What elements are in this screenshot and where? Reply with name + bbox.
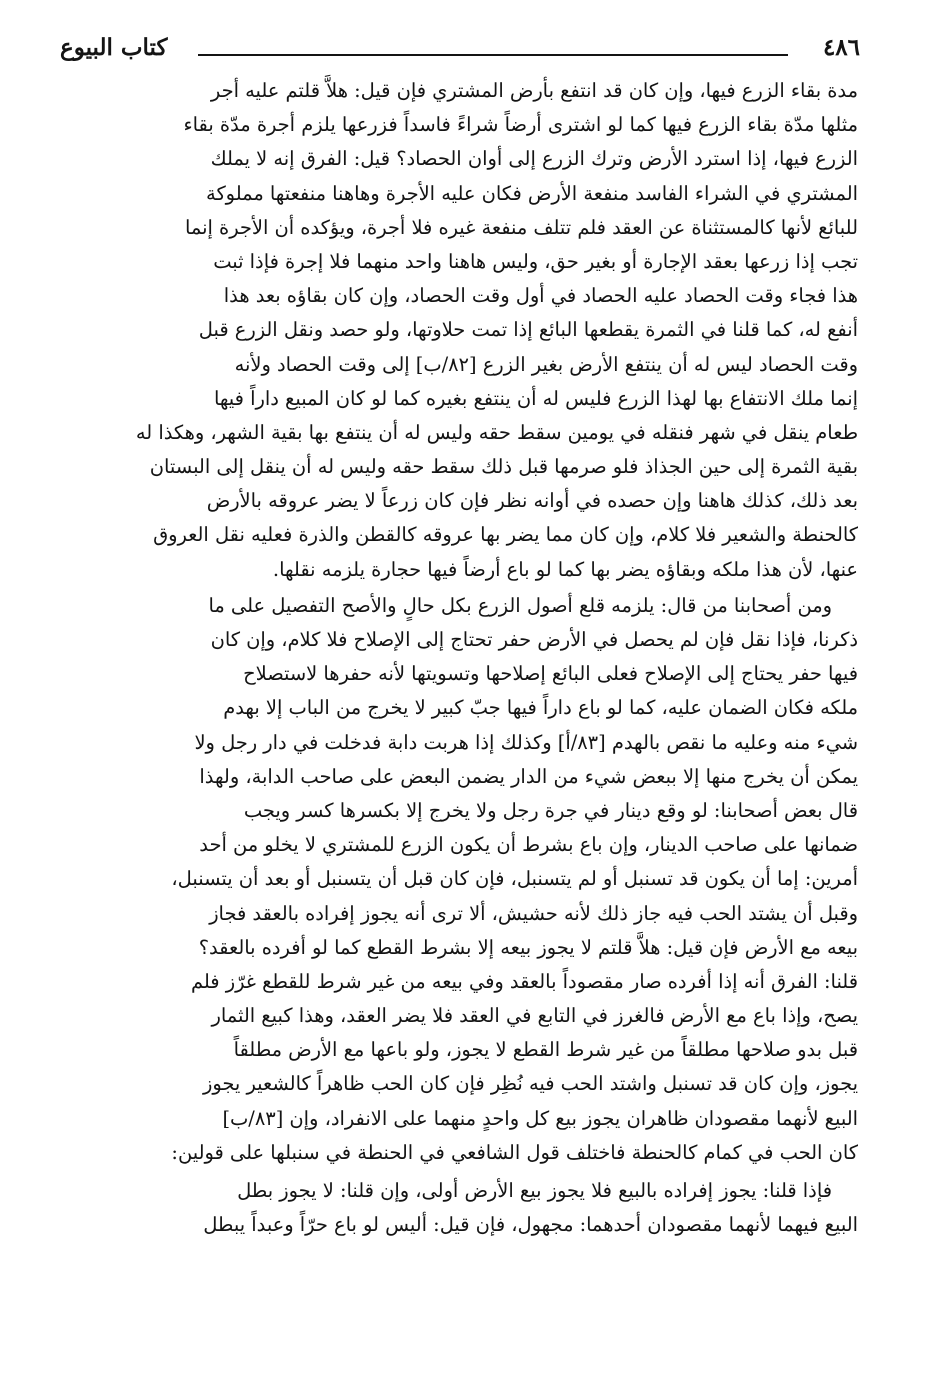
text-line: وقت الحصاد ليس له أن ينتفع الأرض بغير الزرع [٨٢/ب] إلى وقت الحصاد ولأنه [234,352,858,376]
page-number: ٤٨٦ [822,34,860,61]
chapter-title: كتاب البيوع [60,34,168,61]
text-line: قبل بدو صلاحها مطلقاً من غير شرط القطع لا يجوز، ولو باعها مع الأرض مطلقاً [233,1038,858,1062]
text-line: فإذا قلنا: يجوز إفراده بالبيع فلا يجوز بيع الأرض أولى، وإن قلنا: لا يجوز بطل [237,1179,832,1202]
text-line: ذكرنا، فإذا نقل فإن لم يحصل في الأرض حفر تحتاج إلى الإصلاح فلا كلام، وإن كان [210,628,858,651]
text-line: طعام ينقل في شهر فنقله في يومين سقط حقه وليس له أن ينتفع بها بقية الشهر، وهكذا له [135,420,858,444]
text-line: للبائع لأنها كالمستثناة عن العقد فلم تتلف منفعة غيره فلا أجرة، ويؤكده أن الأجرة إنما [184,215,858,239]
text-line: هذا فجاء وقت الحصاد عليه الحصاد في أول وقت الحصاد، وإن كان بقاؤه بعد هذا [223,284,858,308]
text-line: المشتري في الشراء الفاسد منفعة الأرض فكان عليه الأجرة وهاهنا منفعتها مملوكة [206,181,858,205]
text-line: ملكه فكان الضمان عليه، كما لو باع داراً فيها جبّ كبير لا يخرج من الباب إلا بهدم [223,696,858,720]
text-line: ضمانها على صاحب الدينار، وإن باع بشرط أن يكون الزرع للمشتري لا يخلو من أحد [199,833,858,857]
paragraph-2 [82,589,858,1170]
body-text [82,74,858,1242]
text-line: بقية الثمرة إلى حين الجذاذ فلو صرمها قبل ذلك سقط حقه وليس له أن ينقل إلى البستان [149,455,858,479]
paragraph-3 [82,1174,858,1242]
text-line: إنما ملك الانتفاع بها لهذا الزرع فليس له أن ينتفع بغيره كما لو كان المبيع داراً فيها [213,386,858,410]
text-line: كان الحب في كمام كالحنطة فاختلف قول الشافعي في الحنطة في سنبلها على قولين: [171,1140,858,1164]
text-line: مثلها مدّة بقاء الزرع فيها كما لو اشترى أرضاً شراءً فاسداً فزرعها يلزم أجرة مدّة بقاء [183,113,858,137]
text-line: يصح، وإذا باع مع الأرض فالغرز في التابع في العقد فلا يضر العقد، وهذا كبيع الثمار [211,1004,858,1028]
header-rule [198,54,788,56]
text-line: البيع لأنهما مقصودان ظاهران يجوز بيع كل واحدٍ منهما على الانفراد، وإن [٨٣/ب] [222,1106,858,1130]
text-line: عنها، لأن هذا ملكه وبقاؤه يضر بها كما لو باع أرضاً فيها حجارة يلزمه نقلها. [272,557,858,581]
text-line: فيها حفر يحتاج إلى الإصلاح فعلى البائع إصلاحها وتسويتها لأنه حفرها لاستصلاح [243,662,858,686]
text-line: شيء منه وعليه ما نقص بالهدم [٨٣/أ] وكذلك إذا هربت دابة فدخلت في دار رجل ولا [194,730,858,754]
text-line: أمرين: إما أن يكون قد تسنبل أو لم يتسنبل، فإن كان قبل أن يتسنبل أو بعد أن يتسنبل، [171,867,858,891]
text-line: ومن أصحابنا من قال: يلزمه قلع أصول الزرع بكل حالٍ والأصح التفصيل على ما [208,593,832,617]
text-line: يجوز، وإن كان قد تسنبل واشتد الحب فيه نُظِر فإن كان الحب ظاهراً كالشعير يجوز [203,1072,858,1096]
page-header [60,30,860,70]
text-line: تجب إذا زرعها بعقد الإجارة أو بغير حق، وليس هاهنا واحد منهما فلا إجرة فإذا ثبت [213,249,858,273]
text-line: وقبل أن يشتد الحب فيه جاز ذلك لأنه حشيش، ألا ترى أنه يجوز إفراده بالعقد فجاز [209,901,858,925]
text-line: يمكن أن يخرج منها إلا ببعض شيء من الدار يضمن البعض على صاحب الدابة، ولهذا [199,764,858,788]
text-line: الزرع فيها، إذا استرد الأرض وترك الزرع إلى أوان الحصاد؟ قيل: الفرق إنه لا يملك [210,147,858,171]
text-line: مدة بقاء الزرع فيها، وإن كان قد انتفع بأرض المشتري فإن قيل: هلاَّ قلتم عليه أجر [210,79,858,102]
paragraph-1 [82,74,858,587]
text-line: أنفع له، كما قلنا في الثمرة يقطعها البائع إذا تمت حلاوتها، ولو حصد ونقل الزرع قبل [198,318,858,342]
text-line: البيع فيهما لأنهما مقصودان أحدهما: مجهول، فإن قيل: أليس لو باع حرّاً وعبداً يبطل [203,1213,858,1237]
text-line: بعد ذلك، كذلك هاهنا وإن حصده في أوانه نظر فإن كان زرعاً لا يضر عروقه بالأرض [206,489,858,513]
text-line: كالحنطة والشعير فلا كلام، وإن كان مما يضر بها عروقه كالقطن والذرة فعليه نقل العروق [153,523,858,547]
text-line: قلنا: الفرق أنه إذا أفرده صار مقصوداً بالعقد وفي بيعه من غير شرط للقطع غرّز فلم [190,969,858,993]
text-line: قال بعض أصحابنا: لو وقع دينار في جرة رجل ولا يخرج إلا بكسرها كسر ويجب [243,798,858,822]
text-line: بيعه مع الأرض فإن قيل: هلاَّ قلتم لا يجوز بيعه إلا بشرط القطع كما لو أفرده بالعقد؟ [198,935,858,959]
